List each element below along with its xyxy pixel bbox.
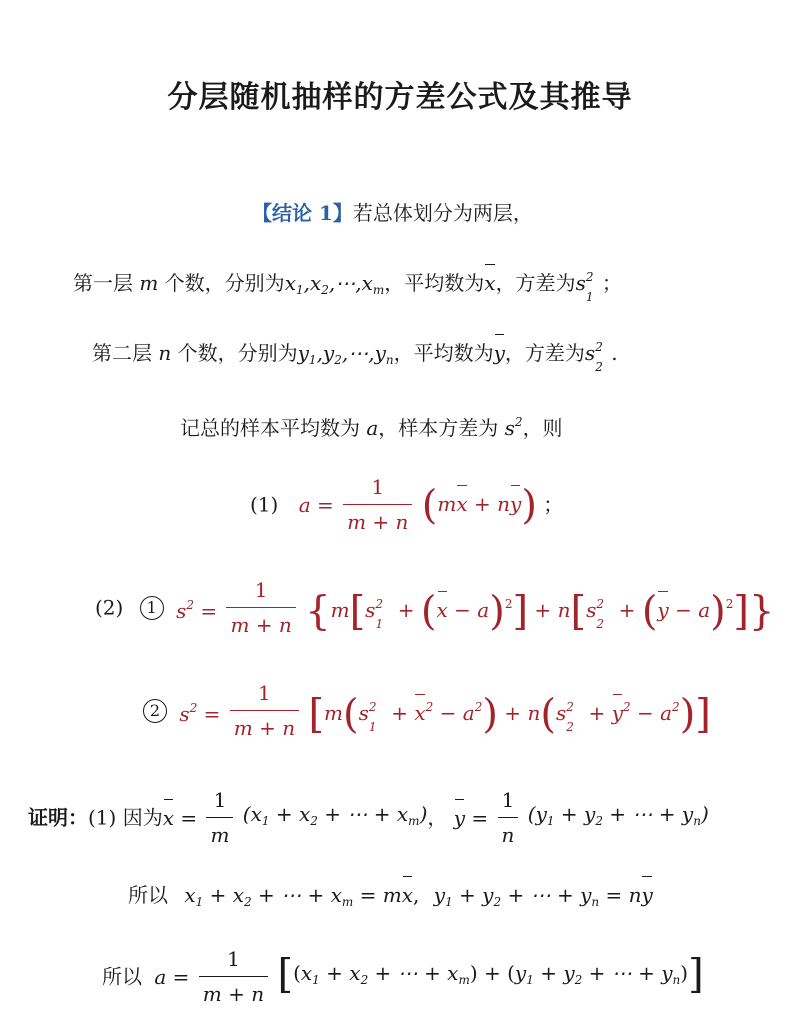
layer1-text-b: 个数，分别为 — [164, 271, 285, 295]
summary-s2: $s^2$ — [504, 415, 523, 440]
proof-ybar-lhs: y = — [454, 806, 488, 830]
layer1-var: m — [139, 271, 159, 295]
layer1-mean: x — [484, 268, 495, 298]
layer2-var: n — [158, 341, 172, 365]
layer1-variance: s 2 1 — [575, 270, 594, 304]
layer1-end: ； — [601, 271, 622, 295]
formula-1-body: (mx + ny) — [421, 482, 537, 529]
layer1-text-d: ，方差为 — [495, 271, 576, 295]
formula-2b-lhs: $s^2$ = — [179, 700, 221, 726]
proof-label: 证明： — [28, 805, 88, 830]
proof-so: 所以 — [128, 883, 168, 907]
proof-line-2: 所以 $x_1 + x_2$ + ⋯ + $x_m$ = mx, $y_1 + y_2$ + ⋯ + $y_n$ = ny — [128, 880, 653, 917]
proof-frac-a: $\frac{1}{m + n}$ — [199, 944, 268, 1009]
conclusion-lead: 若总体划分为两层， — [352, 201, 533, 225]
layer2-end: . — [611, 341, 618, 365]
summary-var-a: a — [366, 416, 379, 440]
proof-a-body: [($x_1 + x_2$ + ⋯ + $x_m) + (y_1 + y_2$ + ⋯ + $y_n$)] — [277, 951, 704, 998]
formula-1-frac: $\frac{1}{m + n}$ — [343, 472, 412, 537]
formula-1-expr: a = — [298, 492, 334, 517]
layer1-sequence: $x_1,x_2,\cdots,x_m$ — [284, 271, 385, 297]
layer2-sequence: $y_1,y_2,\cdots,y_n$ — [297, 341, 394, 367]
formula-2a-body: {m[s 2 1 + $(x - a)^2] + n[s$ 2 2 + $(y - a)^2$]} — [305, 588, 775, 635]
formula-1 — [250, 472, 563, 537]
page-title: 分层随机抽样的方差公式及其推导 — [167, 80, 633, 115]
proof-ysum: ($y_1 + y_2$ + ⋯ + $y_n$) — [527, 802, 709, 828]
formula-2a-lhs: $s^2$ = — [176, 597, 218, 623]
proof-line-1 — [28, 785, 709, 850]
proof-xsum: ($x_1 + x_2$ + ⋯ + $x_m$) — [242, 802, 428, 828]
proof-step-1: (1) — [88, 805, 117, 830]
proof-frac-m: $\frac{1}{m}$ — [206, 785, 233, 850]
conclusion-line — [252, 198, 533, 228]
summary-text-b: ，样本方差为 — [378, 416, 499, 440]
proof-xbar-lhs: x = — [163, 806, 197, 830]
proof-so-2: 所以 — [102, 964, 142, 989]
layer1-line — [73, 268, 622, 305]
layer1-text-c: ，平均数为 — [384, 271, 485, 295]
layer2-text-d: ，方差为 — [504, 341, 585, 365]
layer2-text-a: 第二层 — [92, 341, 152, 365]
summary-text-c: ，则 — [522, 416, 563, 440]
formula-2b-frac: $\frac{1}{m + n}$ — [230, 678, 299, 743]
layer2-text-c: ，平均数为 — [393, 341, 494, 365]
proof-a-lhs: a = — [154, 964, 190, 989]
formula-2b — [143, 678, 711, 743]
formula-2a-frac: $\frac{1}{m + n}$ — [226, 575, 295, 640]
circle-number-2: 2 — [143, 699, 167, 723]
formula-2-label: (2) — [95, 595, 124, 620]
circle-number-1: 1 — [140, 596, 164, 620]
proof-sum-x: $x_1 + x_2$ + ⋯ + $x_m$ = mx — [184, 883, 413, 907]
summary-text-a: 记总的样本平均数为 — [180, 416, 360, 440]
formula-2a — [95, 575, 774, 640]
proof-comma: ， — [427, 805, 448, 830]
summary-line — [180, 407, 563, 443]
formula-1-label: (1) — [250, 492, 279, 517]
formula-1-end: ； — [543, 492, 564, 517]
layer2-mean: y — [494, 338, 505, 368]
formula-2b-body: [m(s 2 1 + $x^2 - a^2) + n(s$ 2 2 + $y^2 - a^2$)] — [308, 691, 711, 738]
proof-sum-y: $y_1 + y_2$ + ⋯ + $y_n$ = ny — [434, 883, 653, 907]
proof-because: 因为 — [122, 805, 163, 830]
layer2-text-b: 个数，分别为 — [177, 341, 298, 365]
conclusion-tag: 【结论 1】 — [252, 201, 353, 225]
proof-line-3 — [102, 944, 704, 1009]
layer2-line — [92, 338, 618, 375]
proof-frac-n: $\frac{1}{n}$ — [498, 785, 519, 850]
layer2-variance: s 2 2 — [584, 340, 603, 374]
layer1-text-a: 第一层 — [73, 271, 133, 295]
